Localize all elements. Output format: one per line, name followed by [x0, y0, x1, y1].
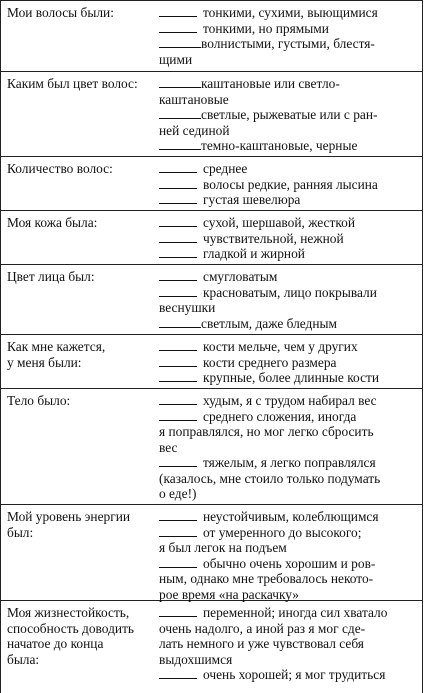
answer-text: очень хорошей; я мог трудиться [203, 667, 386, 682]
answer-text: веснушки [159, 300, 216, 315]
answer-options [159, 161, 421, 208]
answer-text: светлые, рыжеватые или с ран- [201, 107, 378, 122]
answer-text: я поправлялся, но мог легко сбросить [159, 424, 374, 439]
answer-options [159, 339, 421, 386]
question-label [7, 76, 155, 92]
answer-blank-line[interactable] [159, 247, 197, 258]
question-label [7, 339, 155, 370]
question-text-line: была: [7, 651, 40, 667]
question-row [1, 600, 422, 693]
answer-text: худым, я с трудом набирал вес [203, 393, 377, 408]
question-row [1, 156, 422, 211]
answer-blank-line[interactable] [159, 340, 197, 351]
answer-text: тонкими, сухими, выющимися [203, 5, 378, 20]
answer-text: светлым, даже бледным [201, 315, 337, 331]
answer-text: кости мельче, чем у других [203, 339, 358, 354]
question-text-line: начатое до конца [7, 636, 104, 651]
answer-options [159, 215, 421, 262]
answer-blank-line[interactable] [159, 232, 197, 243]
answer-blank-line[interactable] [159, 606, 197, 617]
question-text-line: Количество волос: [7, 161, 113, 176]
answer-text: гладкой и жирной [203, 246, 305, 261]
answer-text: очень надолго, а иной раз я мог сде- [159, 620, 366, 636]
answer-text: от умеренного до высокого; [203, 524, 362, 540]
answer-option[interactable] [159, 215, 421, 231]
answer-text: чувствительной, нежной [203, 230, 344, 246]
question-row [1, 334, 422, 389]
answer-option[interactable] [159, 76, 421, 107]
question-text-line: Каким был цвет волос: [7, 76, 138, 91]
question-row [1, 210, 422, 265]
question-label [7, 509, 155, 540]
answer-options [159, 76, 421, 154]
answer-blank-line[interactable] [159, 557, 197, 568]
answer-option[interactable] [159, 246, 421, 262]
answer-blank-line[interactable] [159, 22, 197, 33]
question-label [7, 161, 155, 177]
answer-option[interactable] [159, 36, 421, 67]
answer-text: каштановые [159, 91, 229, 107]
answer-text: среднего сложения, иногда [203, 408, 357, 424]
answer-text: кости среднего размера [203, 354, 337, 370]
answer-blank-line[interactable] [159, 37, 201, 48]
answer-blank-line[interactable] [159, 6, 197, 17]
question-text-line: Моя жизнестойкость, [7, 605, 130, 620]
answer-text: ней сединой [159, 122, 230, 138]
answer-blank-line[interactable] [159, 510, 197, 521]
question-label [7, 269, 155, 285]
answer-option[interactable] [159, 556, 421, 603]
answer-option[interactable] [159, 5, 421, 21]
question-text-line: был: [7, 524, 34, 540]
question-text-line: Цвет лица был: [7, 269, 95, 284]
question-label [7, 5, 155, 21]
answer-option[interactable] [159, 409, 421, 456]
answer-blank-line[interactable] [159, 410, 197, 421]
answer-text: неустойчивым, колеблющимся [203, 509, 379, 524]
answer-text: волнистыми, густыми, блестя- [201, 36, 375, 51]
answer-option[interactable] [159, 509, 421, 525]
answer-text: щими [159, 51, 193, 67]
question-row [1, 388, 422, 505]
question-text-line: у меня были: [7, 354, 82, 370]
answer-blank-line[interactable] [159, 178, 197, 189]
answer-text: темно-каштановые, черные [201, 138, 358, 153]
answer-blank-line[interactable] [159, 371, 197, 382]
question-row [1, 0, 422, 72]
answer-text: рое время «на раскачку» [159, 586, 300, 602]
answer-option[interactable] [159, 138, 421, 154]
answer-option[interactable] [159, 455, 421, 502]
question-label [7, 215, 155, 231]
question-row [1, 504, 422, 601]
answer-text: я был легок на подъем [159, 540, 287, 555]
answer-option[interactable] [159, 525, 421, 556]
answer-blank-line[interactable] [159, 193, 197, 204]
question-text-line: способность доводить [7, 620, 135, 636]
answer-blank-line[interactable] [159, 286, 197, 297]
answer-text: тонкими, но прямыми [203, 20, 329, 36]
answer-text: о еде!) [159, 486, 197, 501]
answer-text: красноватым, лицо покрывали [203, 284, 377, 300]
answer-blank-line[interactable] [159, 394, 197, 405]
answer-blank-line[interactable] [159, 216, 197, 227]
answer-blank-line[interactable] [159, 526, 197, 537]
answer-blank-line[interactable] [159, 162, 197, 173]
answer-blank-line[interactable] [159, 456, 197, 467]
question-text-line: Как мне кажется, [7, 339, 106, 354]
question-text-line: Мои волосы были: [7, 5, 114, 20]
answer-text: среднее [203, 161, 248, 176]
question-text-line: Тело было: [7, 393, 71, 408]
answer-option[interactable] [159, 316, 421, 332]
answer-options [159, 509, 421, 602]
answer-option[interactable] [159, 355, 421, 371]
answer-option[interactable] [159, 393, 421, 409]
answer-option[interactable] [159, 339, 421, 355]
question-row [1, 71, 422, 157]
answer-blank-line[interactable] [159, 668, 197, 679]
answer-text: волосы редкие, ранняя лысина [203, 176, 378, 192]
answer-blank-line[interactable] [159, 270, 197, 281]
answer-text: густая шевелюра [203, 192, 301, 207]
answer-text: обычно очень хорошим и ров- [203, 555, 376, 571]
answer-text: выдохшимся [159, 651, 233, 667]
answer-option[interactable] [159, 192, 421, 208]
answer-option[interactable] [159, 177, 421, 193]
answer-text: смугловатым [203, 269, 278, 284]
answer-blank-line[interactable] [159, 356, 197, 367]
answer-option[interactable] [159, 161, 421, 177]
answer-blank-line[interactable] [159, 139, 201, 150]
answer-option[interactable] [159, 285, 421, 316]
answer-options [159, 269, 421, 331]
question-label [7, 393, 155, 409]
question-text-line: Мой уровень энергии [7, 509, 131, 524]
answer-option[interactable] [159, 21, 421, 37]
question-text-line: Моя кожа была: [7, 215, 98, 230]
answer-text: крупные, более длинные кости [203, 370, 380, 385]
answer-text: (казалось, мне стоило только подумать [159, 470, 381, 486]
answer-text: каштановые или светло- [201, 76, 340, 91]
answer-options [159, 605, 421, 683]
answer-text: ным, однако мне требовалось некото- [159, 571, 374, 586]
question-label [7, 605, 155, 667]
answer-text: лать немного и уже чувствовал себя [159, 636, 364, 651]
answer-blank-line[interactable] [159, 77, 201, 88]
answer-option[interactable] [159, 605, 421, 667]
answer-option[interactable] [159, 269, 421, 285]
answer-options [159, 5, 421, 67]
answer-option[interactable] [159, 107, 421, 138]
question-row [1, 264, 422, 335]
answer-text: вес [159, 439, 178, 455]
answer-option[interactable] [159, 370, 421, 386]
answer-blank-line[interactable] [159, 108, 201, 119]
answer-option[interactable] [159, 231, 421, 247]
answer-options [159, 393, 421, 502]
answer-text: переменной; иногда сил хватало [203, 605, 388, 620]
answer-option[interactable] [159, 667, 421, 683]
answer-text: тяжелым, я легко поправлялся [203, 455, 376, 470]
answer-text: сухой, шершавой, жесткой [203, 215, 356, 230]
answer-blank-line[interactable] [159, 317, 201, 328]
